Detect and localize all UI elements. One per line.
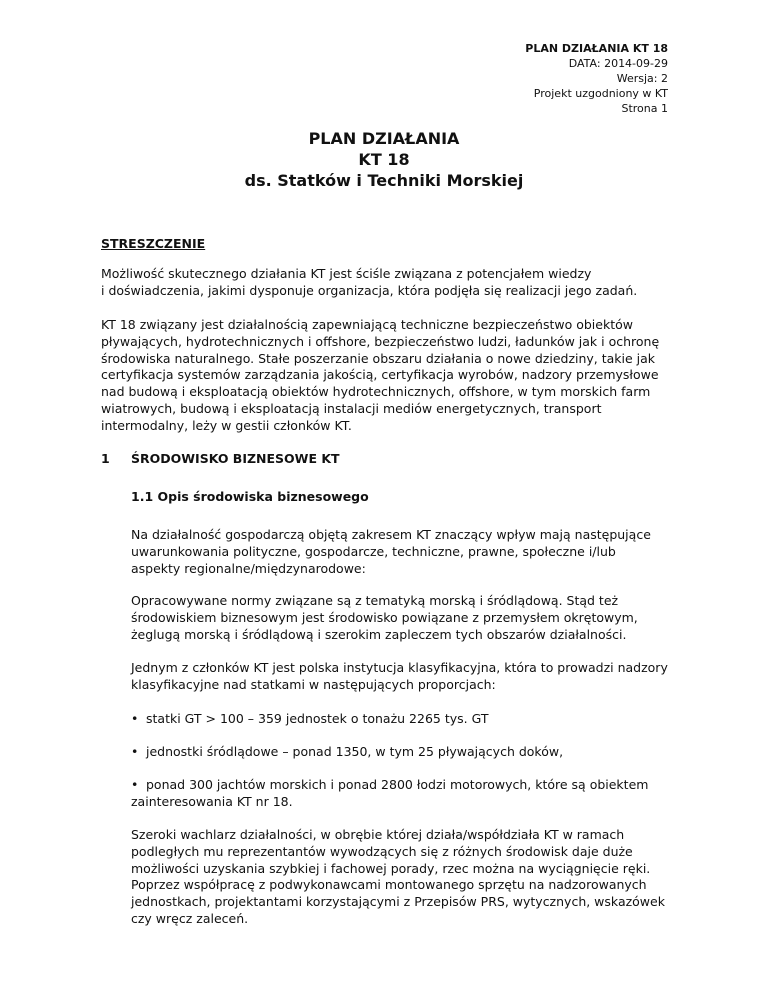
section-1-paragraph-3 bbox=[131, 660, 701, 694]
text-line: Poprzez współpracę z podwykonawcami montowanego sprzętu na nadzorowanych bbox=[131, 877, 647, 893]
header-date: DATA: 2014-09-29 bbox=[568, 57, 668, 70]
text-line: środowiskiem biznesowym jest środowisko powiązane z przemysłem okrętowym, bbox=[131, 609, 638, 625]
section-1-title: ŚRODOWISKO BIZNESOWE KT bbox=[131, 451, 340, 466]
section-1-paragraph-2 bbox=[131, 593, 701, 643]
text-line: żeglugą morską i śródlądową i szerokim zapleczem tych obszarów działalności. bbox=[131, 626, 627, 642]
list-item-text: ponad 300 jachtów morskich i ponad 2800 łodzi motorowych, które są obiektem bbox=[146, 777, 649, 792]
text-line: intermodalny, leży w gestii członków KT. bbox=[101, 417, 352, 433]
text-line: Na działalność gospodarczą objętą zakresem KT znaczący wpływ mają następujące bbox=[131, 527, 651, 542]
text-line: Jednym z członków KT jest polska instytucja klasyfikacyjna, która to prowadzi nadzory bbox=[131, 660, 668, 675]
page-header bbox=[525, 41, 668, 116]
list-item-text: zainteresowania KT nr 18. bbox=[131, 793, 293, 809]
text-line: klasyfikacyjne nad statkami w następujących proporcjach: bbox=[131, 676, 496, 692]
text-line: Szeroki wachlarz działalności, w obrębie której działa/współdziała KT w ramach bbox=[131, 827, 625, 842]
section-1-number: 1 bbox=[101, 451, 110, 466]
text-line: podległych mu reprezentantów wywodzących się z różnych środowisk daje duże bbox=[131, 843, 633, 859]
section-1-paragraph-4 bbox=[131, 827, 701, 928]
text-line: Opracowywane normy związane są z tematyką morską i śródlądową. Stąd też bbox=[131, 593, 619, 608]
bullet-icon: • bbox=[131, 777, 139, 792]
text-line: możliwości uzyskania szybkiej i fachowej porady, rzec można na wyciągnięcie ręki. bbox=[131, 860, 651, 876]
summary-heading: STRESZCZENIE bbox=[101, 236, 206, 251]
text-line: aspekty regionalne/międzynarodowe: bbox=[131, 560, 366, 576]
text-line: czy wręcz zaleceń. bbox=[131, 910, 249, 926]
bullet-icon: • bbox=[131, 711, 139, 726]
text-line: pływających, hydrotechnicznych i offshore, bezpieczeństwo ludzi, ładunków jak i ochronę bbox=[101, 333, 660, 349]
header-title: PLAN DZIAŁANIA KT 18 bbox=[525, 42, 668, 55]
header-page-number: Strona 1 bbox=[621, 102, 668, 115]
summary-paragraph-1 bbox=[101, 266, 701, 300]
summary-paragraph-2 bbox=[101, 317, 701, 435]
header-status: Projekt uzgodniony w KT bbox=[533, 87, 668, 100]
header-version: Wersja: 2 bbox=[616, 72, 668, 85]
subsection-1-1-title: 1.1 Opis środowiska biznesowego bbox=[131, 489, 369, 504]
section-1-paragraph-1 bbox=[131, 527, 701, 577]
text-line: i doświadczenia, jakimi dysponuje organizacja, która podjęła się realizacji jego zadań. bbox=[101, 282, 638, 298]
text-line: wiatrowych, budową i eksploatacją instalacji mediów energetycznych, transport bbox=[101, 400, 602, 416]
text-line: KT 18 związany jest działalnością zapewniającą techniczne bezpieczeństwo obiektów bbox=[101, 317, 633, 332]
title-line-3: ds. Statków i Techniki Morskiej bbox=[244, 171, 524, 190]
text-line: certyfikacja systemów zarządzania jakością, certyfikacja wyrobów, nadzory przemysłowe bbox=[101, 367, 659, 383]
title-line-2: KT 18 bbox=[358, 150, 410, 169]
list-item-text: statki GT > 100 – 359 jednostek o tonażu 2265 tys. GT bbox=[146, 711, 489, 726]
text-line: środowiska naturalnego. Stałe poszerzanie obszaru działania o nowe dziedziny, takie jak bbox=[101, 350, 656, 366]
text-line: Możliwość skutecznego działania KT jest ściśle związana z potencjałem wiedzy bbox=[101, 266, 592, 281]
bullet-icon: • bbox=[131, 744, 139, 759]
title-line-1: PLAN DZIAŁANIA bbox=[308, 129, 460, 148]
text-line: jednostkach, projektantami korzystającymi z Przepisów PRS, wytycznych, wskazówek bbox=[131, 894, 665, 910]
text-line: uwarunkowania polityczne, gospodarcze, techniczne, prawne, społeczne i/lub bbox=[131, 543, 616, 559]
document-title bbox=[0, 128, 768, 191]
list-item bbox=[131, 744, 701, 761]
list-item bbox=[131, 777, 701, 811]
list-item bbox=[131, 711, 701, 728]
list-item-text: jednostki śródlądowe – ponad 1350, w tym 25 pływających doków, bbox=[146, 744, 564, 759]
text-line: nad budową i eksploatacją obiektów hydrotechnicznych, offshore, w tym morskich farm bbox=[101, 384, 651, 400]
